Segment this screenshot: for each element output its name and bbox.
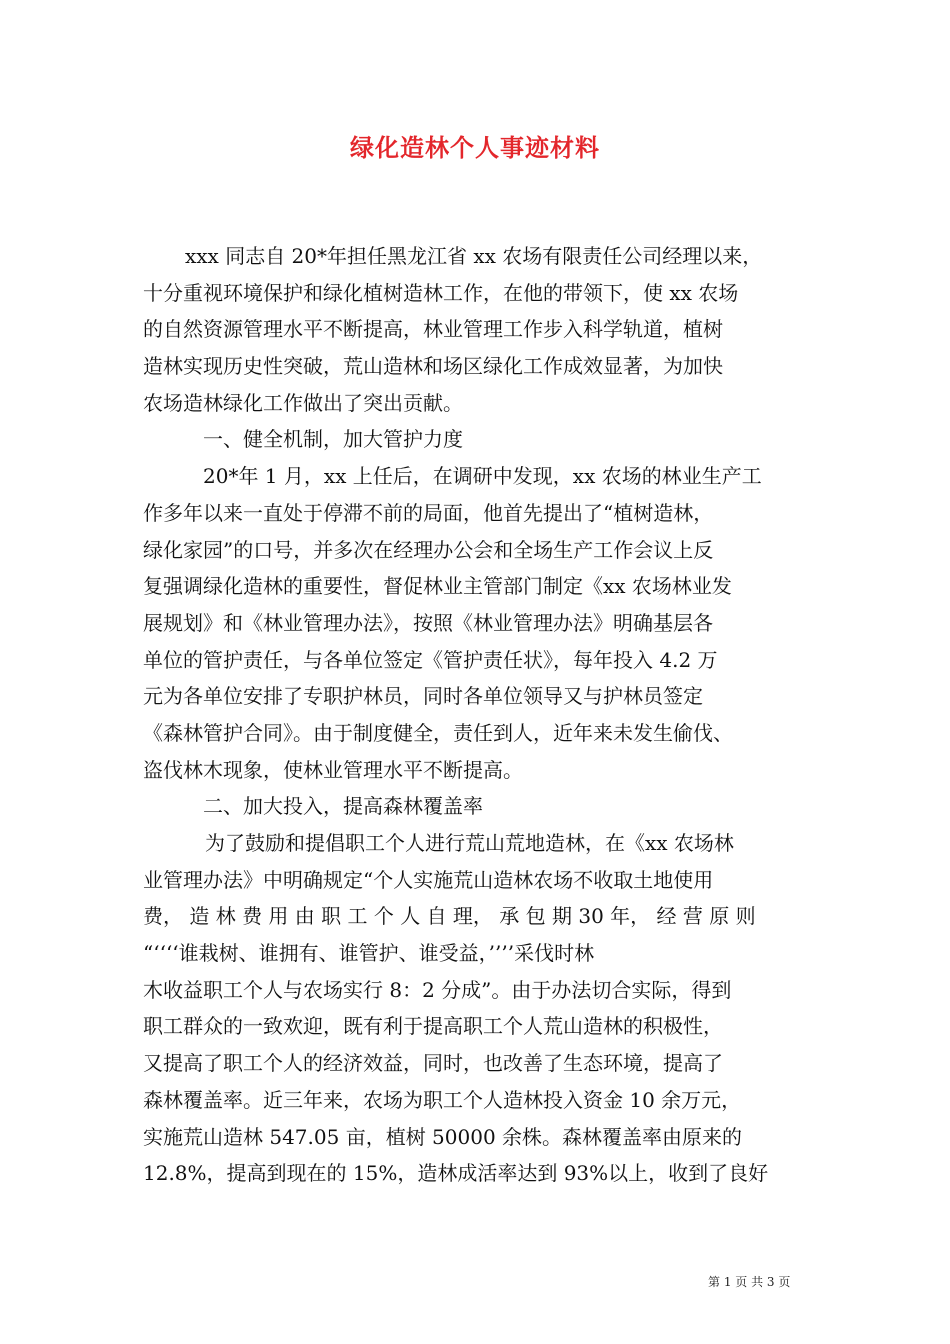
paragraph-line: 农场造林绿化工作做出了突出贡献。 xyxy=(143,390,463,415)
paragraph-line: 森林覆盖率。近三年来，农场为职工个人造林投入资金 10 余万元， xyxy=(143,1087,742,1112)
paragraph-line: 职工群众的一致欢迎，既有利于提高职工个人荒山造林的积极性， xyxy=(143,1014,723,1039)
document-title: 绿化造林个人事迹材料 xyxy=(350,133,600,162)
paragraph-line: 业管理办法》中明确规定“个人实施荒山造林农场不收取土地使用 xyxy=(143,867,714,892)
paragraph-line: 造林实现历史性突破，荒山造林和场区绿化工作成效显著，为加快 xyxy=(143,354,723,379)
paragraph-line: 单位的管护责任，与各单位签定《管护责任状》，每年投入 4.2 万 xyxy=(143,647,718,672)
paragraph-line: 实施荒山造林 547.05 亩，植树 50000 余株。森林覆盖率由原来的 xyxy=(143,1124,743,1149)
paragraph-line: 作多年以来一直处于停滞不前的局面，他首先提出了“植树造林， xyxy=(143,500,714,525)
paragraph-line: 展规划》和《林业管理办法》，按照《林业管理办法》明确基层各 xyxy=(143,610,713,635)
section-heading: 二、加大投入，提高森林覆盖率 xyxy=(203,794,483,819)
section-heading: 一、健全机制，加大管护力度 xyxy=(203,427,463,452)
paragraph-line: 为了鼓励和提倡职工个人进行荒山荒地造林，在《xx 农场林 xyxy=(205,831,734,855)
paragraph-line: 元为各单位安排了专职护林员，同时各单位领导又与护林员签定 xyxy=(143,684,703,709)
paragraph-line: 《森林管护合同》。由于制度健全，责任到人，近年来未发生偷伐、 xyxy=(143,720,733,745)
paragraph-line: 的自然资源管理水平不断提高，林业管理工作步入科学轨道，植树 xyxy=(143,317,723,342)
page-number: 第 1 页 共 3 页 xyxy=(708,1275,791,1289)
document-body xyxy=(143,238,807,1192)
paragraph-line: 盗伐林木现象，使林业管理水平不断提高。 xyxy=(143,757,523,782)
paragraph-line: 绿化家园”的口号，并多次在经理办公会和全场生产工作会议上反 xyxy=(143,537,714,562)
paragraph-line: 十分重视环境保护和绿化植树造林工作，在他的带领下，使 xx 农场 xyxy=(143,280,739,305)
paragraph-line: xxx 同志自 20*年担任黑龙江省 xx 农场有限责任公司经理以来， xyxy=(185,244,763,268)
paragraph-line: “‘‘‘‘谁栽树、谁拥有、谁管护、谁受益，’’’’采伐时林 xyxy=(143,941,595,966)
paragraph-line: 木收益职工个人与农场实行 8：2 分成”。由于办法切合实际，得到 xyxy=(143,977,732,1002)
paragraph-line: 12.8%，提高到现在的 15%，造林成活率达到 93%以上，收到了良好 xyxy=(143,1161,769,1186)
paragraph-line: 费， 造 林 费 用 由 职 工 个 人 自 理， 承 包 期 30 年， 经 营 原 则 xyxy=(143,904,756,929)
paragraph-line: 复强调绿化造林的重要性，督促林业主管部门制定《xx 农场林业发 xyxy=(143,574,732,599)
paragraph-line: 又提高了职工个人的经济效益，同时，也改善了生态环境，提高了 xyxy=(143,1051,723,1076)
paragraph-line: 20*年 1 月，xx 上任后，在调研中发现，xx 农场的林业生产工 xyxy=(203,464,762,489)
